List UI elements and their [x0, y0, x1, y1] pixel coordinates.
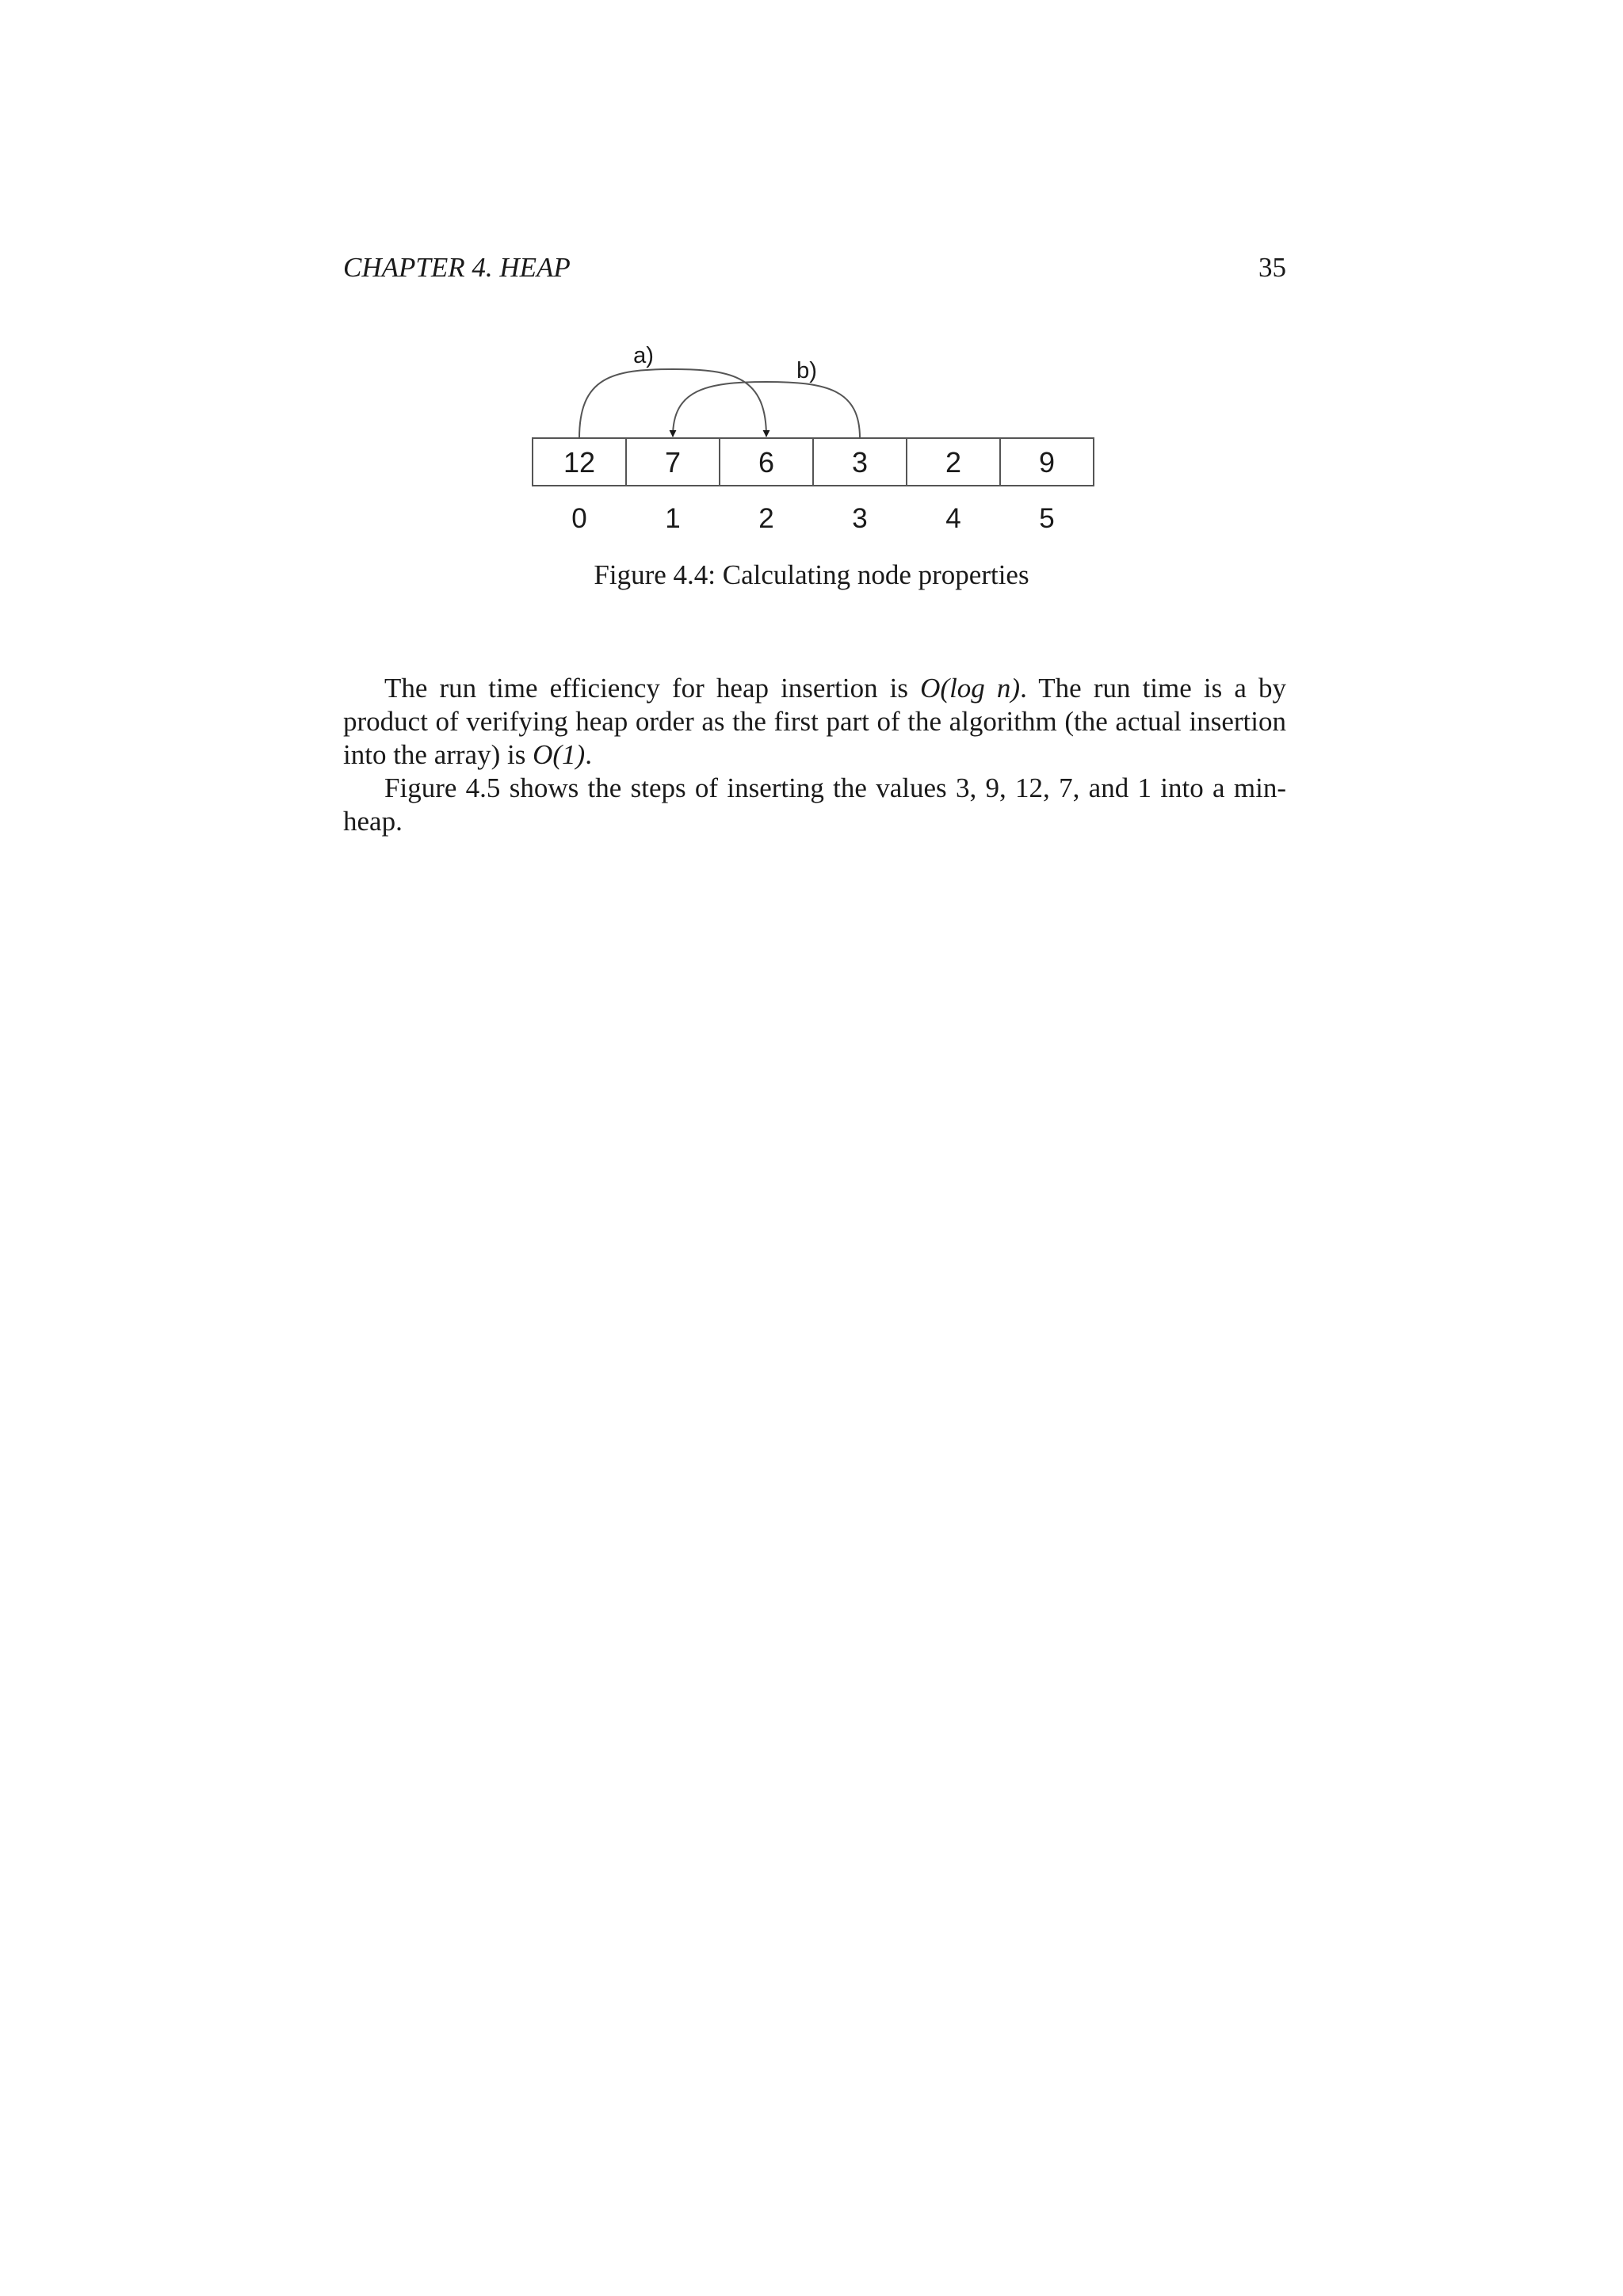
index-label: 3: [852, 503, 868, 534]
array-diagram: [0, 0, 1623, 618]
index-label: 0: [571, 503, 587, 534]
body-text: [343, 672, 1286, 838]
math-expression: O(log n): [920, 673, 1021, 704]
arrow-label: a): [633, 343, 654, 368]
cell-value: 12: [563, 446, 596, 479]
array-indices: [571, 503, 1054, 534]
figure-4-4: [0, 0, 1623, 618]
cell-value: 2: [945, 446, 962, 479]
paragraph: [343, 672, 1286, 772]
paragraph-text: . The run time is a by product of verifying heap order as the first part of the algorithm (the actual insertion into the array) is: [343, 673, 1286, 770]
index-label: 2: [758, 503, 774, 534]
running-head: CHAPTER 4. HEAP: [343, 252, 571, 283]
cell-value: 9: [1038, 446, 1056, 479]
math-expression: O(1): [533, 739, 586, 770]
index-label: 1: [665, 503, 681, 534]
cell-value: 6: [758, 446, 775, 479]
index-label: 5: [1039, 503, 1055, 534]
paragraph-text: The run time efficiency for heap insertion is: [384, 673, 921, 704]
index-label: 4: [945, 503, 961, 534]
cell-value: 3: [851, 446, 869, 479]
paragraph: Figure 4.5 shows the steps of inserting the values 3, 9, 12, 7, and 1 into a min-heap.: [343, 772, 1286, 837]
arrow-label: b): [796, 358, 817, 383]
figure-caption: Figure 4.4: Calculating node properties: [594, 559, 1029, 590]
page-number: 35: [1258, 252, 1286, 283]
cell-value: 7: [664, 446, 682, 479]
arrow-layer: [579, 343, 860, 438]
array-cells: [533, 438, 1094, 486]
paragraph-text: .: [585, 739, 592, 770]
